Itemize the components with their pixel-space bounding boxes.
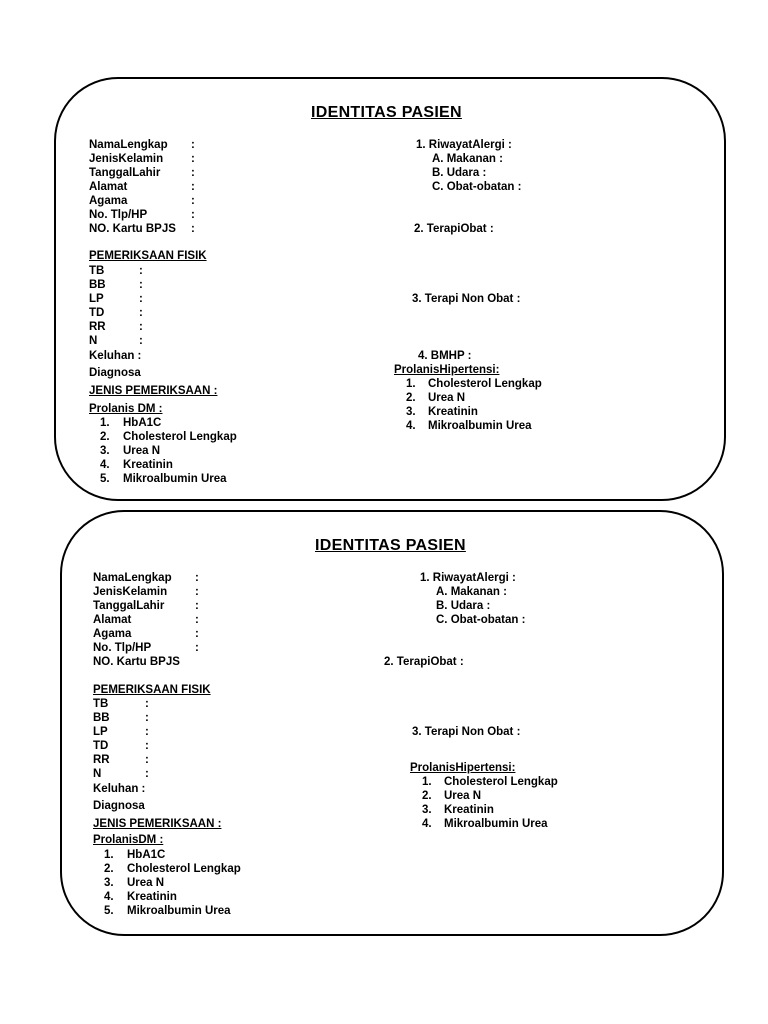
ht-item-num: 2. (406, 392, 416, 404)
dm-item-text: Kreatinin (123, 459, 173, 471)
field-sep: : (145, 768, 149, 780)
keluhan-label: Keluhan : (93, 783, 146, 795)
card-title: IDENTITAS PASIEN (315, 537, 466, 554)
field-sep: : (191, 223, 195, 235)
field-sep: : (139, 307, 143, 319)
dm-item-num: 3. (100, 445, 110, 457)
diagnosa-label: Diagnosa (93, 800, 145, 812)
field-sep: : (195, 614, 199, 626)
field-sep: : (145, 726, 149, 738)
fisik-label-n: N (89, 335, 98, 347)
fisik-label-bb: BB (93, 712, 110, 724)
alergi-udara-label: B. Udara : (436, 600, 491, 612)
diagnosa-label: Diagnosa (89, 367, 141, 379)
jenis-pemeriksaan-heading: JENIS PEMERIKSAAN : (93, 818, 222, 830)
terapi-non-obat-label: 3. Terapi Non Obat : (412, 726, 521, 738)
field-label-alamat: Alamat (93, 614, 132, 626)
ht-item-num: 1. (406, 378, 416, 390)
field-label-tanggal-lahir: TanggalLahir (93, 600, 165, 612)
ht-item-text: Mikroalbumin Urea (428, 420, 532, 432)
ht-item-text: Kreatinin (428, 406, 478, 418)
field-sep: : (139, 293, 143, 305)
pemeriksaan-fisik-heading: PEMERIKSAAN FISIK (93, 684, 211, 696)
dm-item-num: 5. (104, 905, 114, 917)
dm-item-text: Urea N (127, 877, 165, 889)
ht-item-text: Cholesterol Lengkap (444, 776, 558, 788)
patient-card (60, 510, 724, 936)
field-sep: : (195, 572, 199, 584)
prolanis-dm-heading: Prolanis DM : (89, 403, 163, 415)
dm-item-text: Mikroalbumin Urea (127, 905, 231, 917)
fisik-label-tb: TB (89, 265, 105, 277)
alergi-udara-label: B. Udara : (432, 167, 487, 179)
bmhp-label: 4. BMHP : (418, 350, 472, 362)
field-sep: : (195, 628, 199, 640)
field-sep: : (139, 335, 143, 347)
alergi-obat-label: C. Obat-obatan : (432, 181, 522, 193)
riwayat-alergi-label: 1. RiwayatAlergi : (416, 139, 512, 151)
field-label-telepon: No. Tlp/HP (89, 209, 148, 221)
alergi-obat-label: C. Obat-obatan : (436, 614, 526, 626)
field-sep: : (195, 586, 199, 598)
dm-list (56, 79, 356, 485)
field-sep: : (145, 754, 149, 766)
dm-item-text: HbA1C (127, 849, 166, 861)
field-label-agama: Agama (93, 628, 132, 640)
fisik-label-tb: TB (93, 698, 109, 710)
dm-item-num: 5. (100, 473, 110, 485)
field-sep: : (145, 712, 149, 724)
riwayat-alergi-label: 1. RiwayatAlergi : (420, 572, 516, 584)
dm-item-text: Mikroalbumin Urea (123, 473, 227, 485)
pemeriksaan-fisik-heading: PEMERIKSAAN FISIK (89, 250, 207, 262)
dm-item-num: 1. (104, 849, 114, 861)
field-sep: : (191, 195, 195, 207)
fisik-label-bb: BB (89, 279, 106, 291)
fisik-label-rr: RR (93, 754, 110, 766)
fisik-label-td: TD (93, 740, 109, 752)
field-sep: : (195, 600, 199, 612)
fisik-label-lp: LP (89, 293, 104, 305)
field-label-nama: NamaLengkap (89, 139, 168, 151)
fisik-label-rr: RR (89, 321, 106, 333)
dm-item-num: 3. (104, 877, 114, 889)
dm-item-text: Cholesterol Lengkap (127, 863, 241, 875)
fisik-label-lp: LP (93, 726, 108, 738)
terapi-obat-label: 2. TerapiObat : (384, 656, 464, 668)
field-sep: : (139, 321, 143, 333)
ht-item-num: 4. (422, 818, 432, 830)
field-sep: : (191, 209, 195, 221)
alergi-makanan-label: A. Makanan : (436, 586, 507, 598)
field-label-telepon: No. Tlp/HP (93, 642, 152, 654)
field-sep: : (139, 265, 143, 277)
field-sep: : (195, 642, 199, 654)
fisik-label-n: N (93, 768, 102, 780)
field-label-agama: Agama (89, 195, 128, 207)
dm-item-num: 2. (104, 863, 114, 875)
ht-item-num: 4. (406, 420, 416, 432)
field-label-tanggal-lahir: TanggalLahir (89, 167, 161, 179)
field-sep: : (191, 167, 195, 179)
field-label-jenis-kelamin: JenisKelamin (89, 153, 164, 165)
ht-item-num: 1. (422, 776, 432, 788)
ht-item-text: Kreatinin (444, 804, 494, 816)
card-title: IDENTITAS PASIEN (311, 104, 462, 121)
field-label-jenis-kelamin: JenisKelamin (93, 586, 168, 598)
ht-item-text: Urea N (444, 790, 482, 802)
prolanis-hipertensi-heading: ProlanisHipertensi: (394, 364, 500, 376)
ht-item-text: Urea N (428, 392, 466, 404)
field-label-bpjs: NO. Kartu BPJS (89, 223, 176, 235)
field-sep: : (139, 279, 143, 291)
ht-item-num: 2. (422, 790, 432, 802)
dm-item-text: Urea N (123, 445, 161, 457)
fisik-label-td: TD (89, 307, 105, 319)
dm-item-num: 2. (100, 431, 110, 443)
dm-item-num: 4. (100, 459, 110, 471)
ht-item-text: Cholesterol Lengkap (428, 378, 542, 390)
dm-item-text: Cholesterol Lengkap (123, 431, 237, 443)
ht-item-num: 3. (422, 804, 432, 816)
field-sep: : (145, 740, 149, 752)
field-label-bpjs: NO. Kartu BPJS (93, 656, 180, 668)
dm-item-text: HbA1C (123, 417, 162, 429)
prolanis-dm-heading: ProlanisDM : (93, 834, 164, 846)
field-label-nama: NamaLengkap (93, 572, 172, 584)
field-sep: : (191, 153, 195, 165)
jenis-pemeriksaan-heading: JENIS PEMERIKSAAN : (89, 385, 218, 397)
terapi-non-obat-label: 3. Terapi Non Obat : (412, 293, 521, 305)
field-sep: : (191, 139, 195, 151)
dm-item-num: 4. (104, 891, 114, 903)
patient-card (54, 77, 726, 501)
terapi-obat-label: 2. TerapiObat : (414, 223, 494, 235)
field-sep: : (145, 698, 149, 710)
keluhan-label: Keluhan : (89, 350, 142, 362)
field-label-alamat: Alamat (89, 181, 128, 193)
ht-item-text: Mikroalbumin Urea (444, 818, 548, 830)
dm-list (62, 512, 362, 917)
ht-item-num: 3. (406, 406, 416, 418)
prolanis-hipertensi-heading: ProlanisHipertensi: (410, 762, 516, 774)
dm-item-num: 1. (100, 417, 110, 429)
alergi-makanan-label: A. Makanan : (432, 153, 503, 165)
dm-item-text: Kreatinin (127, 891, 177, 903)
field-sep: : (191, 181, 195, 193)
